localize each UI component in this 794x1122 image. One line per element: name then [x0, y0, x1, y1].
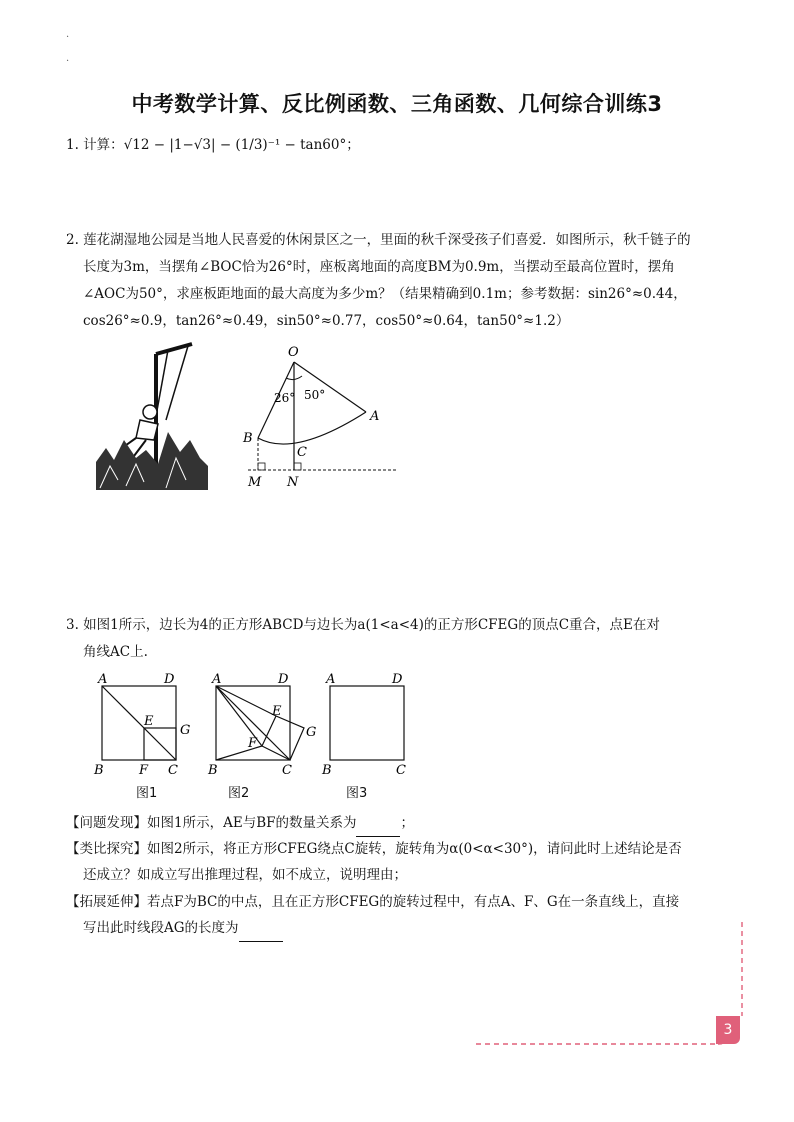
q3-part-1-end: ；: [400, 815, 414, 831]
q3-part-3-line-2: [83, 915, 283, 942]
q2-line-2: 长度为3m，当摆角∠BOC恰为26°时，座板离地面的高度BM为0.9m，当摆动至最高位置时，摆角: [83, 259, 675, 275]
question-1: [66, 132, 360, 158]
label-C: C: [297, 445, 307, 460]
corner-mark: ·: [66, 32, 70, 43]
label-M: M: [248, 475, 262, 490]
page-corner-decoration: [470, 920, 750, 1050]
fig2-label-A: A: [212, 672, 222, 687]
angle-26: 26°: [274, 391, 296, 405]
q2-line-4: cos26°≈0.9，tan26°≈0.49，sin50°≈0.77，cos50°≈0.64，tan50°≈1.2）: [83, 313, 570, 329]
angle-50: 50°: [304, 388, 326, 402]
q3-part-3-text: 写出此时线段AG的长度为: [83, 920, 239, 936]
caption-figure-3: 图3: [346, 786, 368, 801]
q1-prefix: 1. 计算：: [66, 137, 124, 153]
q3-part-2-line-2: 还成立？如成立写出推理过程，如不成立，说明理由；: [83, 867, 407, 883]
swing-illustration: [96, 340, 208, 490]
caption-figure-1: 图1: [136, 786, 158, 801]
q3-part-1: [66, 810, 414, 837]
pendulum-diagram: [238, 342, 403, 490]
fig1-label-D: D: [164, 672, 175, 687]
fig3-label-A: A: [326, 672, 336, 687]
label-O: O: [288, 345, 299, 360]
fig2-label-B: B: [208, 763, 218, 777]
label-A: A: [370, 409, 380, 424]
page-number: 3: [716, 1016, 740, 1044]
answer-blank-2[interactable]: [239, 915, 283, 942]
caption-figure-2: 图2: [228, 786, 250, 801]
fig1-label-A: A: [98, 672, 108, 687]
fig3-label-D: D: [392, 672, 403, 687]
fig2-label-G: G: [306, 725, 317, 740]
q3-line-1: 3. 如图1所示，边长为4的正方形ABCD与边长为a(1<a<4)的正方形CFEG的顶点C重合，点E在对: [66, 617, 660, 633]
figure-3: [320, 672, 420, 777]
q3-part-3-line-1: 【拓展延伸】若点F为BC的中点，且在正方形CFEG的旋转过程中，有点A、F、G在一条直线上，直接: [66, 894, 680, 910]
fig1-label-B: B: [94, 763, 104, 777]
fig1-label-F: F: [139, 763, 149, 777]
label-B: B: [243, 431, 253, 446]
figure-1: [92, 672, 192, 777]
page-title: 中考数学计算、反比例函数、三角函数、几何综合训练3: [131, 92, 663, 116]
q3-line-2: 角线AC上.: [83, 644, 148, 660]
answer-blank-1[interactable]: [356, 810, 400, 837]
fig3-label-B: B: [322, 763, 332, 777]
fig2-label-C: C: [282, 763, 292, 777]
figure-2: [206, 672, 321, 777]
fig1-label-E: E: [144, 714, 154, 729]
q2-line-1: 2. 莲花湖湿地公园是当地人民喜爱的休闲景区之一，里面的秋千深受孩子们喜爱．如图所示，秋千链子的: [66, 232, 691, 248]
q1-expression: √12 − |1−√3| − (1/3)⁻¹ − tan60°；: [123, 137, 360, 153]
corner-mark: ·: [66, 56, 70, 67]
fig3-label-C: C: [396, 763, 406, 777]
fig1-label-G: G: [180, 723, 191, 738]
fig1-label-C: C: [168, 763, 178, 777]
fig2-label-E: E: [272, 704, 282, 719]
label-N: N: [287, 475, 299, 490]
fig2-label-D: D: [278, 672, 289, 687]
q2-line-3: ∠AOC为50°，求座板距地面的最大高度为多少m？（结果精确到0.1m；参考数据：sin26°≈0.44，: [83, 286, 687, 302]
q3-part-2-line-1: 【类比探究】如图2所示，将正方形CFEG绕点C旋转，旋转角为α(0<α<30°)，请问此时上述结论是否: [66, 841, 682, 857]
fig2-label-F: F: [248, 736, 258, 751]
q3-part-1-text: 【问题发现】如图1所示，AE与BF的数量关系为: [66, 815, 357, 831]
